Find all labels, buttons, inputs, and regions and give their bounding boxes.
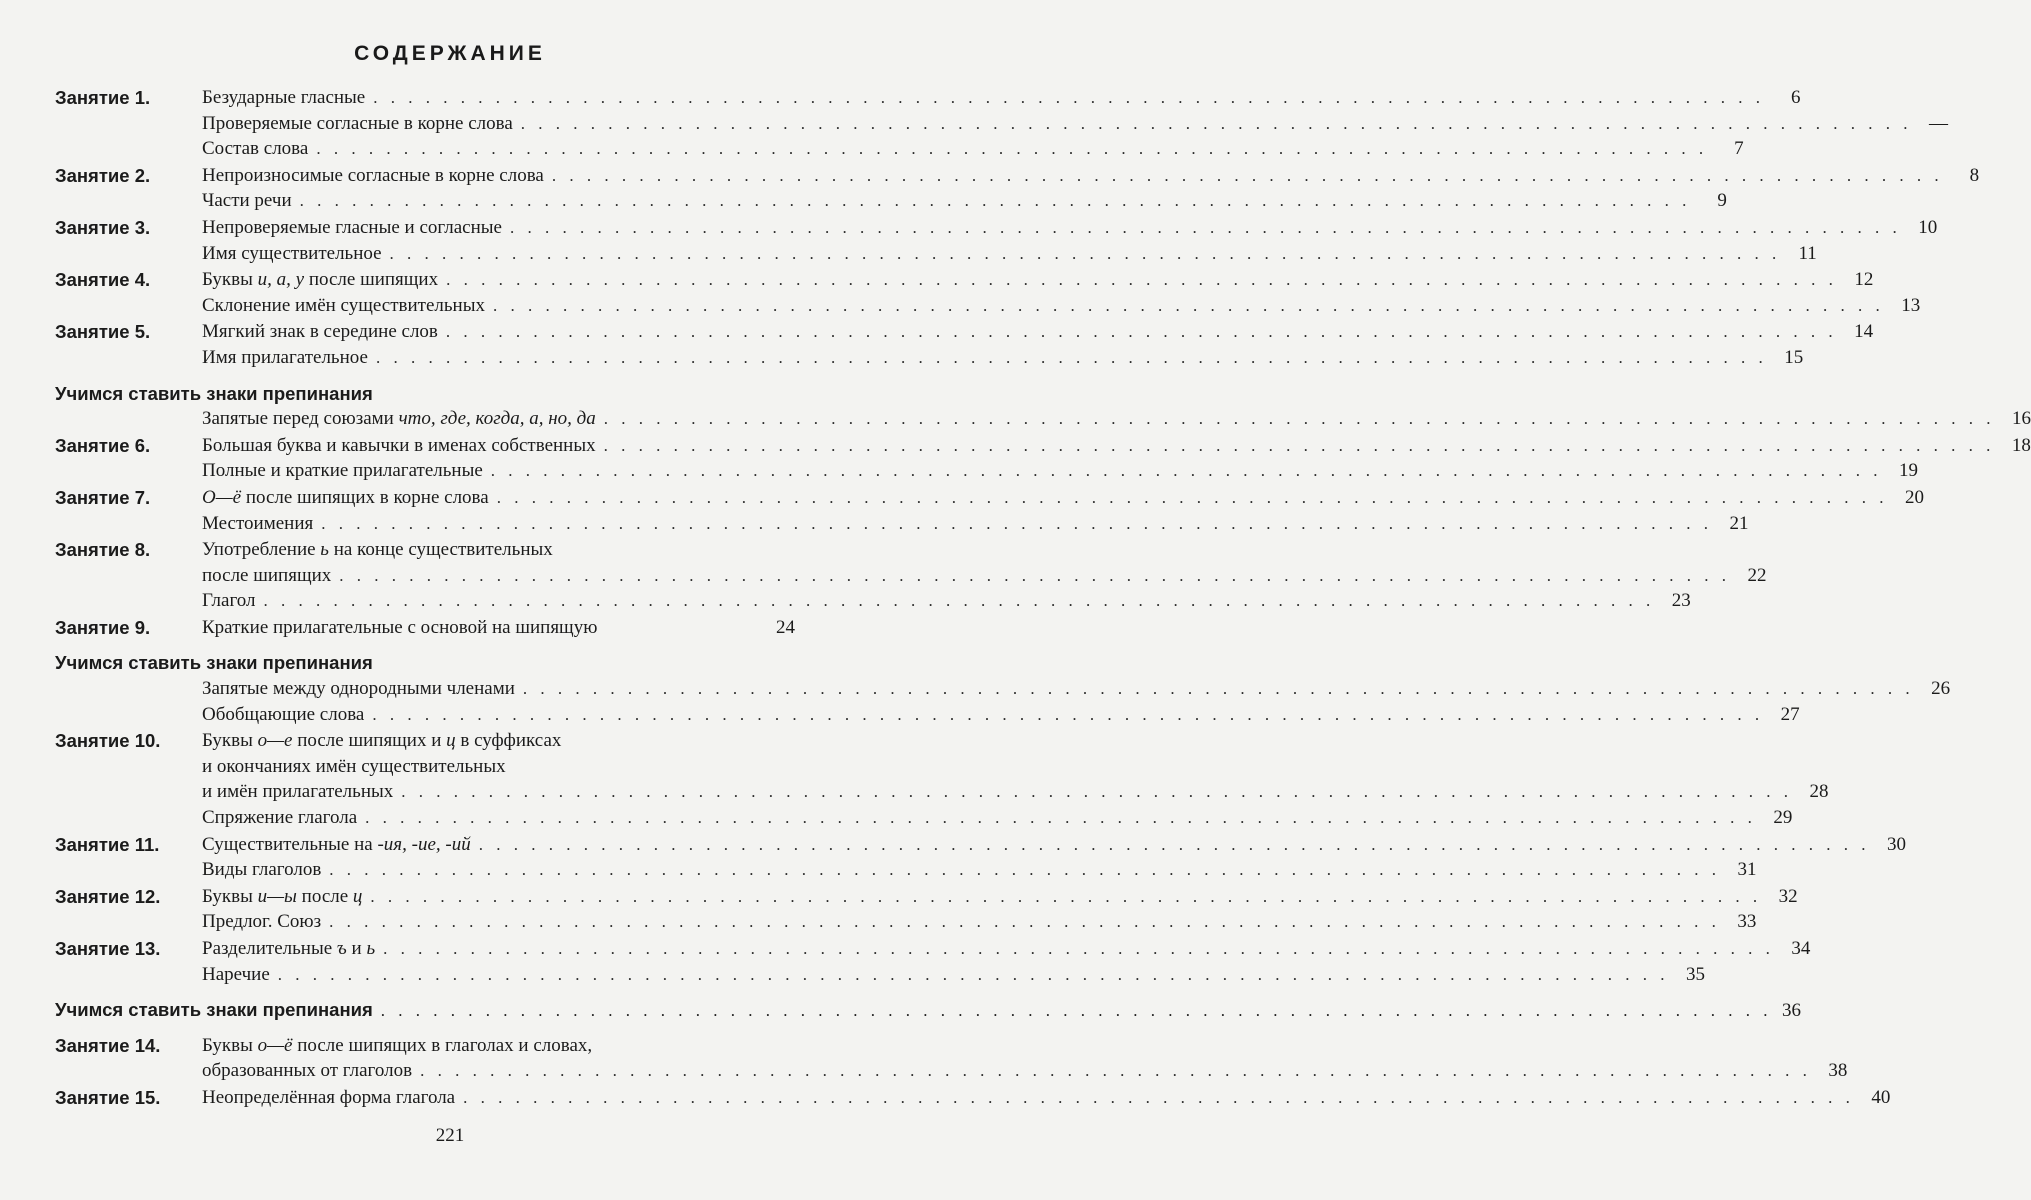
toc-entry-title: Буквы о—е после шипящих и ц в суффиксах bbox=[202, 730, 562, 752]
dot-leader: . . . . . . . . . . . . . . . . . . . . . . . . . . . . . . . . . . . . . . . . . . . . . . . . . . . . . . . . . . . . . . . . . . . . . . . . . . . . . . . . bbox=[329, 912, 1721, 932]
toc-row bbox=[55, 676, 1951, 702]
toc-page-number: 13 bbox=[1901, 294, 1921, 316]
toc-page-number: 24 bbox=[776, 616, 795, 638]
lesson-label: Занятие 15. bbox=[55, 1086, 161, 1108]
toc-row bbox=[55, 1058, 1848, 1084]
dot-leader: . . . . . . . . . . . . . . . . . . . . . . . . . . . . . . . . . . . . . . . . . . . . . . . . . . . . . . . . . . . . . . . . . . . . . . . . . . . . . . . . bbox=[389, 243, 1781, 263]
toc-entry-title: Состав слова bbox=[202, 138, 309, 160]
toc-entry bbox=[202, 345, 1804, 371]
toc-entry-title: Буквы и—ы после ц bbox=[202, 885, 363, 907]
toc-page-number: 6 bbox=[1791, 87, 1801, 108]
dot-leader: . . . . . . . . . . . . . . . . . . . . . . . . . . . . . . . . . . . . . . . . . . . . . . . . . . . . . . . . . . . . . . . . . . . . . . . . . . . . . . . . bbox=[263, 591, 1655, 611]
toc-page-number: 30 bbox=[1886, 833, 1906, 855]
toc-row bbox=[55, 267, 1874, 293]
toc-entry bbox=[202, 1085, 1891, 1111]
toc-entry bbox=[202, 267, 1874, 293]
toc-entry bbox=[202, 805, 1793, 831]
toc-page-number: 26 bbox=[1931, 678, 1951, 700]
toc-entry bbox=[202, 779, 1829, 805]
toc-entry-title: Местоимения bbox=[202, 512, 314, 534]
dot-leader: . . . . . . . . . . . . . . . . . . . . . . . . . . . . . . . . . . . . . . . . . . . . . . . . . . . . . . . . . . . . . . . . . . . . . . . . . . . . . . . . bbox=[365, 808, 1757, 828]
lesson-label: Занятие 12. bbox=[55, 885, 161, 907]
toc-entry-title: Полные и краткие прилагательные bbox=[202, 460, 483, 482]
lesson-label: Занятие 13. bbox=[55, 938, 161, 959]
toc-entry bbox=[202, 884, 1798, 910]
dot-leader: . . . . . . . . . . . . . . . . . . . . . . . . . . . . . . . . . . . . . . . . . . . . . . . . . . . . . . . . . . . . . . . . . . . . . . . . . . . . . . . . bbox=[509, 217, 1902, 237]
toc-row bbox=[55, 458, 1919, 484]
toc-page-number: 35 bbox=[1686, 963, 1706, 985]
dot-leader: . . . . . . . . . . . . . . . . . . . . . . . . . . . . . . . . . . . . . . . . . . . . . . . . . . . . . . . . . . . . . . . . . . . . . . . . . . . . . . . . bbox=[522, 679, 1915, 699]
toc-entry bbox=[202, 588, 1691, 614]
toc-row bbox=[55, 832, 1906, 858]
toc-entry-title: Запятые перед союзами что, где, когда, а, но, да bbox=[202, 408, 596, 430]
toc-entry-title: Безударные гласные bbox=[202, 87, 366, 108]
toc-entry bbox=[202, 85, 1801, 111]
toc-entry-title: Запятые между однородными членами bbox=[202, 678, 515, 700]
toc-page-number: 16 bbox=[2012, 408, 2031, 430]
toc-entry-title: Части речи bbox=[202, 190, 292, 212]
section-heading-text: Учимся ставить знаки препинания bbox=[55, 652, 373, 674]
toc-entry bbox=[202, 563, 1767, 589]
dot-leader: . . . . . . . . . . . . . . . . . . . . . . . . . . . . . . . . . . . . . . . . . . . . . . . . . . . . . . . . . . . . . . . . . . . . . . . . . . . . . . . . bbox=[420, 1061, 1812, 1081]
dot-leader: . . . . . . . . . . . . . . . . . . . . . . . . . . . . . . . . . . . . . . . . . . . . . . . . . . . . . . . . . . . . . . . . . . . . . . . . . . . . . . . . bbox=[372, 704, 1764, 724]
toc-row bbox=[55, 485, 1924, 511]
toc-entry-title: Краткие прилагательные с основой на шипящую bbox=[202, 616, 598, 638]
toc-entry bbox=[202, 676, 1951, 702]
toc-page-number: 33 bbox=[1737, 911, 1757, 933]
toc-entry bbox=[202, 728, 795, 754]
toc-entry bbox=[202, 936, 1811, 962]
toc-entry bbox=[202, 511, 1749, 537]
lesson-label: Занятие 14. bbox=[55, 1034, 161, 1056]
dot-leader: . . . . . . . . . . . . . . . . . . . . . . . . . . . . . . . . . . . . . . . . . . . . . . . . . . . . . . . . . . . . . . . . . . . . . . . . . . . . . . . . bbox=[370, 886, 1762, 906]
toc-entry-title: Непроверяемые гласные и согласные bbox=[202, 216, 502, 238]
toc-row bbox=[55, 884, 1798, 910]
toc-page-number: 23 bbox=[1671, 590, 1691, 612]
dot-leader: . . . . . . . . . . . . . . . . . . . . . . . . . . . . . . . . . . . . . . . . . . . . . . . . . . . . . . . . . . . . . . . . . . . . . . . . . . . . . . . . bbox=[401, 782, 1793, 802]
toc-entry bbox=[202, 754, 795, 780]
toc-row bbox=[55, 345, 1804, 371]
dot-leader: . . . . . . . . . . . . . . . . . . . . . . . . . . . . . . . . . . . . . . . . . . . . . . . . . . . . . . . . . . . . . . . . . . . . . . . . . . . . . . . . bbox=[520, 113, 1913, 133]
toc-row bbox=[55, 563, 1767, 589]
dot-leader: . . . . . . . . . . . . . . . . . . . . . . . . . . . . . . . . . . . . . . . . . . . . . . . . . . . . . . . . . . . . . . . . . . . . . . . . . . . . . . . . bbox=[478, 834, 1870, 854]
toc-row bbox=[55, 615, 795, 641]
toc-entry bbox=[202, 1033, 795, 1059]
toc-entry bbox=[202, 909, 1757, 935]
lesson-label: Занятие 9. bbox=[55, 616, 151, 638]
toc-page-number: 40 bbox=[1871, 1086, 1891, 1108]
dot-leader: . . . . . . . . . . . . . . . . . . . . . . . . . . . . . . . . . . . . . . . . . . . . . . . . . . . . . . . . . . . . . . . . . . . . . . . . . . . . . . . . bbox=[551, 165, 1944, 185]
toc-entry bbox=[202, 163, 1980, 189]
section-heading bbox=[55, 997, 1802, 1024]
dot-leader: . . . . . . . . . . . . . . . . . . . . . . . . . . . . . . . . . . . . . . . . . . . . . . . . . . . . . . . . . . . . . . . . . . . . . . . . . . . . . . . . bbox=[299, 191, 1691, 211]
toc-entry-title: и окончаниях имён существительных bbox=[202, 755, 506, 777]
dot-leader: . . . . . . . . . . . . . . . . . . . . . . . . . . . . . . . . . . . . . . . . . . . . . . . . . . . . . . . . . . . . . . . . . . . . . . . . . . . . . . . . bbox=[339, 565, 1731, 585]
toc-entry-title: и имён прилагательных bbox=[202, 781, 394, 803]
toc-entry-title: Предлог. Союз bbox=[202, 911, 322, 933]
page-title: СОДЕРЖАНИЕ bbox=[354, 42, 546, 65]
toc-entry-title: образованных от глаголов bbox=[202, 1060, 413, 1082]
toc-entry bbox=[202, 241, 1817, 267]
toc-entry bbox=[202, 433, 2031, 459]
toc-entry bbox=[202, 406, 2031, 432]
dot-leader: . . . . . . . . . . . . . . . . . . . . . . . . . . . . . . . . . . . . . . . . . . . . . . . . . . . . . . . . . . . . . . . . . . . . . . . . . . . . . . . . bbox=[329, 860, 1721, 880]
toc-entry-title: Наречие bbox=[202, 963, 270, 985]
toc-page-number: 38 bbox=[1828, 1060, 1848, 1082]
toc-row bbox=[55, 779, 1829, 805]
toc-entry bbox=[202, 188, 1727, 214]
toc-page-number: 28 bbox=[1809, 781, 1829, 803]
section-heading bbox=[55, 650, 795, 676]
dot-leader: . . . . . . . . . . . . . . . . . . . . . . . . . . . . . . . . . . . . . . . . . . . . . . . . . . . . . . . . . . . . . . . . . . . . . . . . . . . . . . . . bbox=[375, 347, 1768, 367]
toc-entry bbox=[202, 215, 1938, 241]
toc-page-number: 15 bbox=[1784, 346, 1804, 368]
lesson-label: Занятие 5. bbox=[55, 321, 151, 343]
toc-row bbox=[55, 962, 1706, 988]
toc-row bbox=[55, 163, 1980, 189]
dot-leader: . . . . . . . . . . . . . . . . . . . . . . . . . . . . . . . . . . . . . . . . . . . . . . . . . . . . . . . . . . . . . . . . . . . . . . . . . . . . . . . . bbox=[373, 88, 1765, 107]
section-heading bbox=[55, 381, 795, 407]
dot-leader: . . . . . . . . . . . . . . . . . . . . . . . . . . . . . . . . . . . . . . . . . . . . . . . . . . . . . . . . . . . . . . . . . . . . . . . . . . . . . . . . bbox=[445, 322, 1838, 342]
toc-entry-title: Проверяемые согласные в корне слова bbox=[202, 112, 513, 134]
toc-row bbox=[55, 188, 1727, 214]
toc-row bbox=[55, 381, 795, 407]
lesson-label: Занятие 2. bbox=[55, 164, 151, 186]
lesson-label: Занятие 4. bbox=[55, 269, 151, 291]
toc-page-number: 31 bbox=[1737, 859, 1757, 881]
toc-row bbox=[55, 857, 1757, 883]
toc-page-number: 18 bbox=[2011, 434, 2031, 456]
lesson-label: Занятие 8. bbox=[55, 539, 151, 561]
toc-row bbox=[55, 537, 795, 563]
toc-row bbox=[55, 805, 1793, 831]
lesson-label: Занятие 11. bbox=[55, 833, 160, 855]
toc-row bbox=[55, 997, 1802, 1023]
toc-page-number: 11 bbox=[1798, 242, 1817, 264]
toc-entry bbox=[202, 458, 1919, 484]
toc-row bbox=[55, 406, 2031, 432]
toc-entry bbox=[202, 319, 1874, 345]
toc-page-number: — bbox=[1929, 112, 1949, 134]
toc-page-number: 36 bbox=[1782, 1000, 1802, 1022]
toc-entry bbox=[202, 832, 1906, 858]
dot-leader: . . . . . . . . . . . . . . . . . . . . . . . . . . . . . . . . . . . . . . . . . . . . . . . . . . . . . . . . . . . . . . . . . . . . . . . . . . . . . . . . bbox=[463, 1087, 1855, 1107]
toc-page-number: 27 bbox=[1780, 703, 1800, 725]
toc-row bbox=[55, 1033, 795, 1059]
toc-row bbox=[55, 136, 1744, 162]
toc-entry-title: Имя прилагательное bbox=[202, 346, 368, 368]
toc-entry-title: Буквы о—ё после шипящих в глаголах и словах, bbox=[202, 1034, 593, 1056]
toc-entry-title: Обобщающие слова bbox=[202, 703, 365, 725]
toc-entry-title: Существительные на -ия, -ие, -ий bbox=[202, 833, 471, 855]
toc-entry-title: Употребление ь на конце существительных bbox=[202, 539, 553, 561]
toc-page-number: 19 bbox=[1899, 460, 1919, 482]
section-heading-text: Учимся ставить знаки препинания bbox=[55, 999, 373, 1021]
toc-entry bbox=[202, 485, 1924, 511]
toc-row bbox=[55, 215, 1938, 241]
dot-leader: . . . . . . . . . . . . . . . . . . . . . . . . . . . . . . . . . . . . . . . . . . . . . . . . . . . . . . . . . . . . . . . . . . . . . . . . . . . . . . . . bbox=[321, 513, 1713, 533]
toc-entry bbox=[202, 702, 1800, 728]
toc-row bbox=[55, 293, 1921, 319]
toc-entry-title: Виды глаголов bbox=[202, 859, 322, 881]
toc-row bbox=[55, 702, 1800, 728]
toc-row bbox=[55, 241, 1817, 267]
toc-page-number: 9 bbox=[1717, 190, 1727, 212]
dot-leader: . . . . . . . . . . . . . . . . . . . . . . . . . . . . . . . . . . . . . . . . . . . . . . . . . . . . . . . . . . . . . . . . . . . . . . . . . . . . . . . . bbox=[492, 295, 1885, 315]
toc-entry-title: Имя существительное bbox=[202, 242, 382, 264]
lesson-label: Занятие 1. bbox=[55, 87, 151, 108]
toc-page-number: 32 bbox=[1778, 885, 1798, 907]
toc-row bbox=[55, 511, 1749, 537]
toc-entry-title: Склонение имён существительных bbox=[202, 294, 485, 316]
toc-entry-title: Разделительные ъ и ь bbox=[202, 938, 376, 959]
toc-row bbox=[55, 111, 1949, 137]
toc-entry bbox=[202, 537, 795, 563]
toc-page-number: 20 bbox=[1904, 486, 1924, 508]
toc-page-number: 12 bbox=[1854, 269, 1874, 291]
lesson-label: Занятие 10. bbox=[55, 730, 161, 752]
toc-row bbox=[55, 433, 2031, 459]
toc-page-number: 10 bbox=[1918, 216, 1938, 238]
page-number: 221 bbox=[435, 1125, 465, 1146]
lesson-label: Занятие 6. bbox=[55, 434, 151, 456]
dot-leader: . . . . . . . . . . . . . . . . . . . . . . . . . . . . . . . . . . . . . . . . . . . . . . . . . . . . . . . . . . . . . . . . . . . . . . . . . . . . . . . . bbox=[383, 939, 1775, 958]
toc-entry-title: после шипящих bbox=[202, 564, 332, 586]
toc-page-number: 7 bbox=[1734, 138, 1744, 160]
toc-row bbox=[55, 319, 1874, 345]
toc-entry bbox=[202, 136, 1744, 162]
toc-page-number: 8 bbox=[1969, 164, 1980, 186]
toc-row bbox=[55, 909, 1757, 935]
toc-row bbox=[55, 936, 1811, 962]
toc-entry bbox=[202, 857, 1757, 883]
table-of-contents bbox=[55, 85, 2031, 1111]
toc-row bbox=[55, 650, 795, 676]
toc-page-number: 34 bbox=[1791, 938, 1811, 959]
toc-entry bbox=[202, 111, 1949, 137]
toc-page-number: 14 bbox=[1854, 321, 1874, 343]
dot-leader: . . . . . . . . . . . . . . . . . . . . . . . . . . . . . . . . . . . . . . . . . . . . . . . . . . . . . . . . . . . . . . . . . . . . . . . . . . . . . . . . bbox=[316, 139, 1708, 159]
section-heading-text: Учимся ставить знаки препинания bbox=[55, 382, 373, 404]
dot-leader: . . . . . . . . . . . . . . . . . . . . . . . . . . . . . . . . . . . . . . . . . . . . . . . . . . . . . . . . . . . . . . . . . . . . . . . . . . . . . . . . bbox=[496, 487, 1888, 507]
toc-entry-title: Глагол bbox=[202, 590, 256, 612]
toc-entry bbox=[202, 962, 1706, 988]
lesson-label: Занятие 3. bbox=[55, 216, 151, 238]
toc-entry bbox=[202, 1058, 1848, 1084]
toc-row bbox=[55, 754, 795, 780]
toc-entry-title: О—ё после шипящих в корне слова bbox=[202, 486, 489, 508]
toc-entry-title: Непроизносимые согласные в корне слова bbox=[202, 164, 544, 186]
toc-page-number: 29 bbox=[1773, 807, 1793, 829]
toc-row bbox=[55, 1085, 1891, 1111]
dot-leader: . . . . . . . . . . . . . . . . . . . . . . . . . . . . . . . . . . . . . . . . . . . . . . . . . . . . . . . . . . . . . . . . . . . . . . . . . . . . . . . . bbox=[603, 435, 1995, 455]
toc-page-number: 21 bbox=[1729, 512, 1749, 534]
toc-entry-title: Неопределённая форма глагола bbox=[202, 1086, 456, 1108]
toc-row bbox=[55, 85, 1801, 111]
toc-entry bbox=[202, 293, 1921, 319]
dot-leader: . . . . . . . . . . . . . . . . . . . . . . . . . . . . . . . . . . . . . . . . . . . . . . . . . . . . . . . . . . . . . . . . . . . . . . . . . . . . . . . . bbox=[490, 461, 1883, 481]
dot-leader: . . . . . . . . . . . . . . . . . . . . . . . . . . . . . . . . . . . . . . . . . . . . . . . . . . . . . . . . . . . . . . . . . . . . . . . . . . . . . . . . bbox=[446, 270, 1838, 290]
dot-leader: . . . . . . . . . . . . . . . . . . . . . . . . . . . . . . . . . . . . . . . . . . . . . . . . . . . . . . . . . . . . . . . . . . . . . . . . . . . . . . . . bbox=[277, 964, 1670, 984]
toc-entry-title: Большая буква и кавычки в именах собственных bbox=[202, 434, 596, 456]
dot-leader: . . . . . . . . . . . . . . . . . . . . . . . . . . . . . . . . . . . . . . . . . . . . . . . . . . . . . . . . . . . . . . . . . . . . . . . . . . . . . . . . bbox=[380, 1001, 1773, 1021]
toc-entry-title: Спряжение глагола bbox=[202, 807, 358, 829]
toc-entry-title: Буквы и, а, у после шипящих bbox=[202, 269, 439, 291]
toc-row bbox=[55, 728, 795, 754]
lesson-label: Занятие 7. bbox=[55, 486, 151, 508]
toc-row bbox=[55, 588, 1691, 614]
toc-page-number: 22 bbox=[1747, 564, 1767, 586]
toc-entry bbox=[202, 615, 795, 641]
toc-entry-title: Мягкий знак в середине слов bbox=[202, 321, 438, 343]
dot-leader: . . . . . . . . . . . . . . . . . . . . . . . . . . . . . . . . . . . . . . . . . . . . . . . . . . . . . . . . . . . . . . . . . . . . . . . . . . . . . . . . bbox=[603, 409, 1996, 429]
